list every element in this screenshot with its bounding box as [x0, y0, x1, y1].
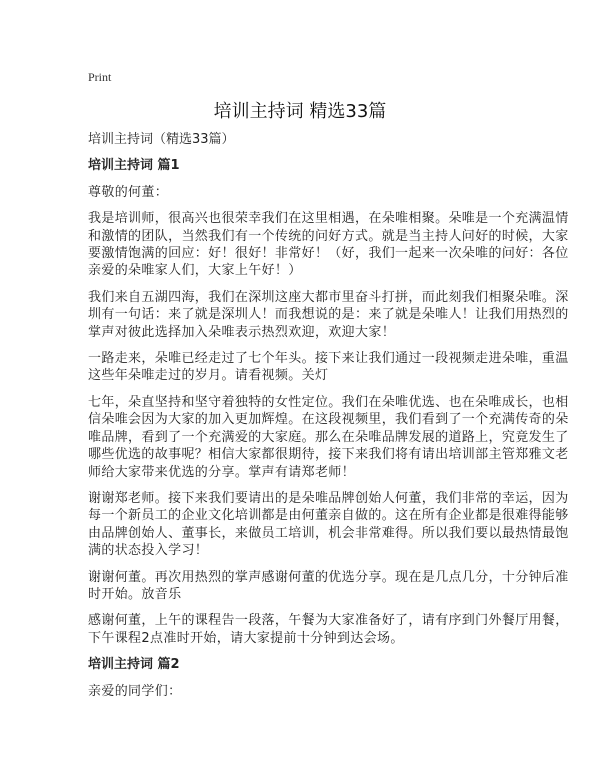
paragraph — [88, 569, 569, 604]
paragraph-line: 一路走来，朵唯已经走过了七个年头。接下来让我们通过一段视频走进朵唯，重温 — [88, 351, 569, 367]
paragraph-line: 掌声对彼此选择加入朵唯表示热烈欢迎，欢迎大家！ — [88, 324, 396, 340]
paragraph-line: 亲爱的同学们： — [88, 683, 182, 699]
paragraph-line: 我们来自五湖四海，我们在深圳这座大都市里奋斗打拼，而此刻我们相聚朵唯。深 — [88, 289, 569, 305]
paragraph-line: 师给大家带来优选的分享。掌声有请郑老师！ — [88, 464, 356, 480]
paragraph-line: 谢谢何董。再次用热烈的掌声感谢何董的优选分享。现在是几点几分，十分钟后准 — [88, 569, 569, 585]
paragraph-line: 亲爱的朵唯家人们，大家上午好！） — [88, 263, 302, 279]
section-heading: 培训主持词 篇2 — [88, 657, 180, 673]
paragraph — [88, 350, 569, 385]
paragraph-line: 时开始。放音乐 — [88, 586, 182, 602]
paragraph-line: 感谢何董，上午的课程告一段落，午餐为大家准备好了，请有序到门外餐厅用餐， — [88, 613, 569, 629]
print-link[interactable]: Print — [88, 70, 112, 84]
paragraph-line: 七年，朵直坚持和坚守着独特的女性定位。我们在朵唯优选、也在朵唯成长，也相 — [88, 394, 569, 410]
paragraph-line: 下午课程2点准时开始，请大家提前十分钟到达会场。 — [88, 630, 404, 646]
paragraph — [88, 210, 569, 280]
paragraph-line: 满的状态投入学习！ — [88, 543, 209, 559]
paragraph-line: 和激情的团队，当然我们有一个传统的问好方式。就是当主持人问好的时候，大家 — [88, 228, 569, 244]
paragraph-line: 圳有一句话：来了就是深圳人！而我想说的是：来了就是朵唯人！让我们用热烈的 — [88, 307, 569, 323]
paragraph-line: 这些年朵唯走过的岁月。请看视频。关灯 — [88, 368, 329, 384]
paragraph-line: 每一个新员工的企业文化培训都是由何董亲自做的。这在所有企业都是很难得能够 — [88, 508, 569, 524]
paragraph-line: 唯品牌，看到了一个充满爱的大家庭。那么在朵唯品牌发展的道路上，究竟发生了 — [88, 429, 569, 445]
paragraph — [88, 612, 569, 647]
paragraph — [88, 289, 569, 341]
paragraph-line: 要激情饱满的回应：好！很好！非常好！（好，我们一起来一次朵唯的问好：各位 — [88, 246, 569, 262]
paragraph-line: 我是培训师，很高兴也很荣幸我们在这里相遇，在朵唯相聚。朵唯是一个充满温情 — [88, 211, 569, 227]
paragraph — [88, 683, 528, 700]
section-heading: 培训主持词 篇1 — [88, 158, 180, 174]
page-title: 培训主持词 精选33篇 — [213, 101, 387, 122]
paragraph-line: 尊敬的何董： — [88, 184, 169, 200]
paragraph-line: 哪些优选的故事呢？相信大家都很期待，接下来我们将有请出培训部主管郑雅文老 — [88, 447, 569, 463]
paragraph-line: 信朵唯会因为大家的加入更加辉煌。在这段视频里，我们看到了一个充满传奇的朵 — [88, 412, 569, 428]
paragraph-line: 由品牌创始人、董事长，来做员工培训，机会非常难得。所以我们要以最热情最饱 — [88, 525, 569, 541]
document-body — [88, 131, 569, 709]
paragraph — [88, 184, 528, 201]
document-subtitle: 培训主持词（精选33篇） — [88, 132, 235, 147]
paragraph — [88, 490, 569, 560]
paragraph-line: 谢谢郑老师。接下来我们要请出的是朵唯品牌创始人何董，我们非常的幸运，因为 — [88, 490, 569, 506]
paragraph — [88, 394, 569, 481]
